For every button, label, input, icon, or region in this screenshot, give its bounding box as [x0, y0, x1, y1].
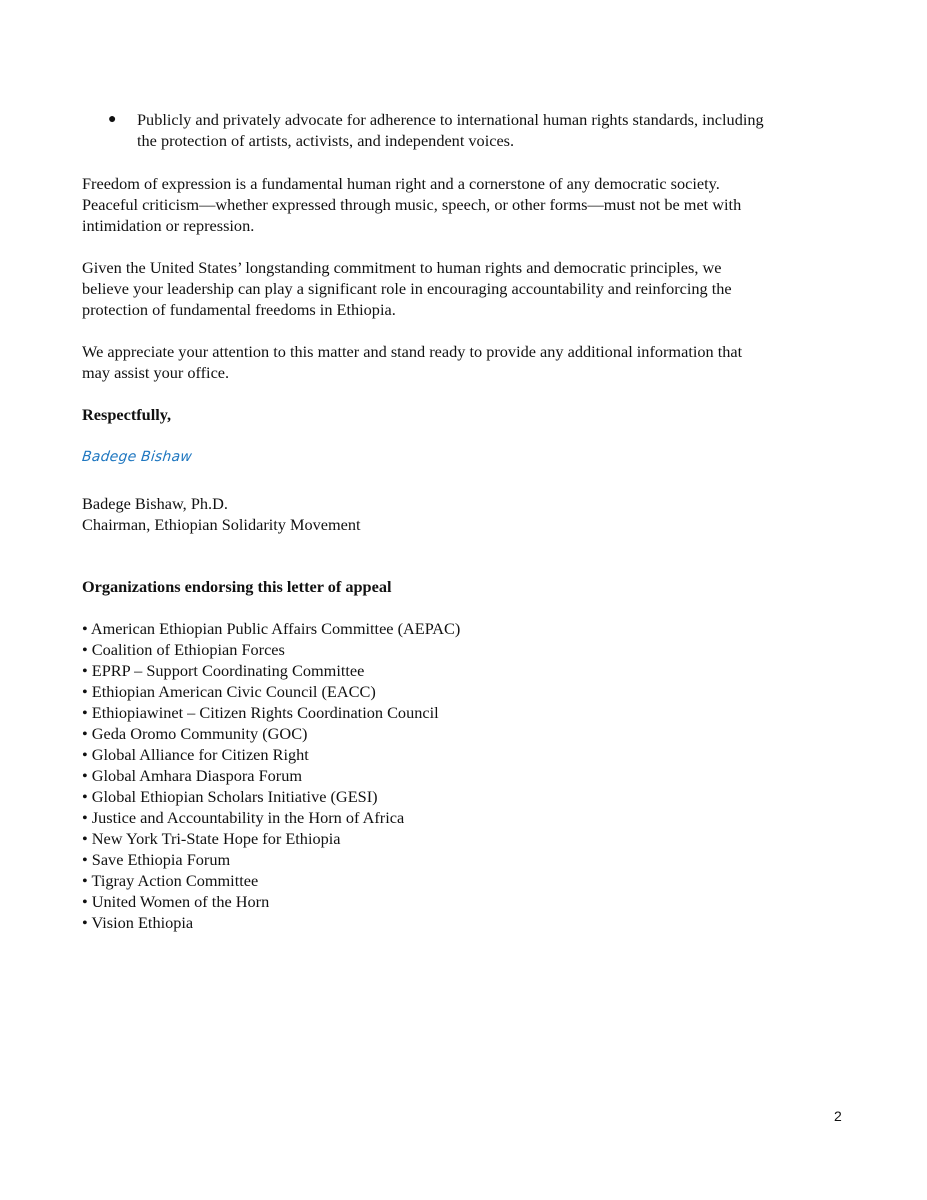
list-item: • Global Alliance for Citizen Right	[82, 745, 309, 764]
list-item: • Vision Ethiopia	[82, 913, 194, 932]
list-item: • Ethiopian American Civic Council (EACC)	[82, 682, 376, 701]
text-line: protection of fundamental freedoms in Ethiopia.	[82, 300, 396, 319]
page-number: 2	[834, 1108, 842, 1124]
list-item: • Ethiopiawinet – Citizen Rights Coordination Council	[82, 703, 439, 722]
text-line: We appreciate your attention to this matter and stand ready to provide any additional information that	[82, 342, 743, 361]
list-item: • Justice and Accountability in the Horn of Africa	[82, 808, 405, 827]
list-item: • Save Ethiopia Forum	[82, 850, 231, 869]
list-item: • New York Tri-State Hope for Ethiopia	[82, 829, 341, 848]
text-line: Publicly and privately advocate for adherence to international human rights standards, including	[137, 110, 764, 129]
text-line: Given the United States’ longstanding commitment to human rights and democratic principles, we	[82, 258, 722, 277]
advocacy-bullet-text	[137, 109, 852, 151]
list-item: • Tigray Action Committee	[82, 871, 259, 890]
text-line: the protection of artists, activists, and independent voices.	[137, 131, 515, 150]
list-item: • Coalition of Ethiopian Forces	[82, 640, 285, 659]
bullet-dot-icon: ●	[108, 112, 117, 127]
endorsements-heading: Organizations endorsing this letter of appeal	[82, 577, 392, 596]
signer-block	[82, 493, 361, 535]
list-item: • Global Ethiopian Scholars Initiative (GESI)	[82, 787, 378, 806]
paragraph-us-leadership	[82, 257, 842, 320]
signer-name: Badege Bishaw, Ph.D.	[82, 494, 228, 513]
text-line: Peaceful criticism—whether expressed through music, speech, or other forms—must not be met with	[82, 195, 742, 214]
text-line: may assist your office.	[82, 363, 230, 382]
list-item: • American Ethiopian Public Affairs Committee (AEPAC)	[82, 619, 461, 638]
handwritten-signature: Badege Bishaw	[81, 449, 193, 465]
closing-salutation: Respectfully,	[82, 405, 172, 424]
list-item: • EPRP – Support Coordinating Committee	[82, 661, 365, 680]
endorsing-organizations-list	[82, 618, 460, 933]
list-item: • United Women of the Horn	[82, 892, 270, 911]
paragraph-appreciation	[82, 341, 842, 383]
paragraph-freedom-of-expression	[82, 173, 842, 236]
text-line: believe your leadership can play a significant role in encouraging accountability and reinforcing the	[82, 279, 732, 298]
text-line: intimidation or repression.	[82, 216, 255, 235]
signer-title: Chairman, Ethiopian Solidarity Movement	[82, 515, 361, 534]
text-line: Freedom of expression is a fundamental human right and a cornerstone of any democratic society.	[82, 174, 720, 193]
list-item: • Global Amhara Diaspora Forum	[82, 766, 303, 785]
list-item: • Geda Oromo Community (GOC)	[82, 724, 308, 743]
